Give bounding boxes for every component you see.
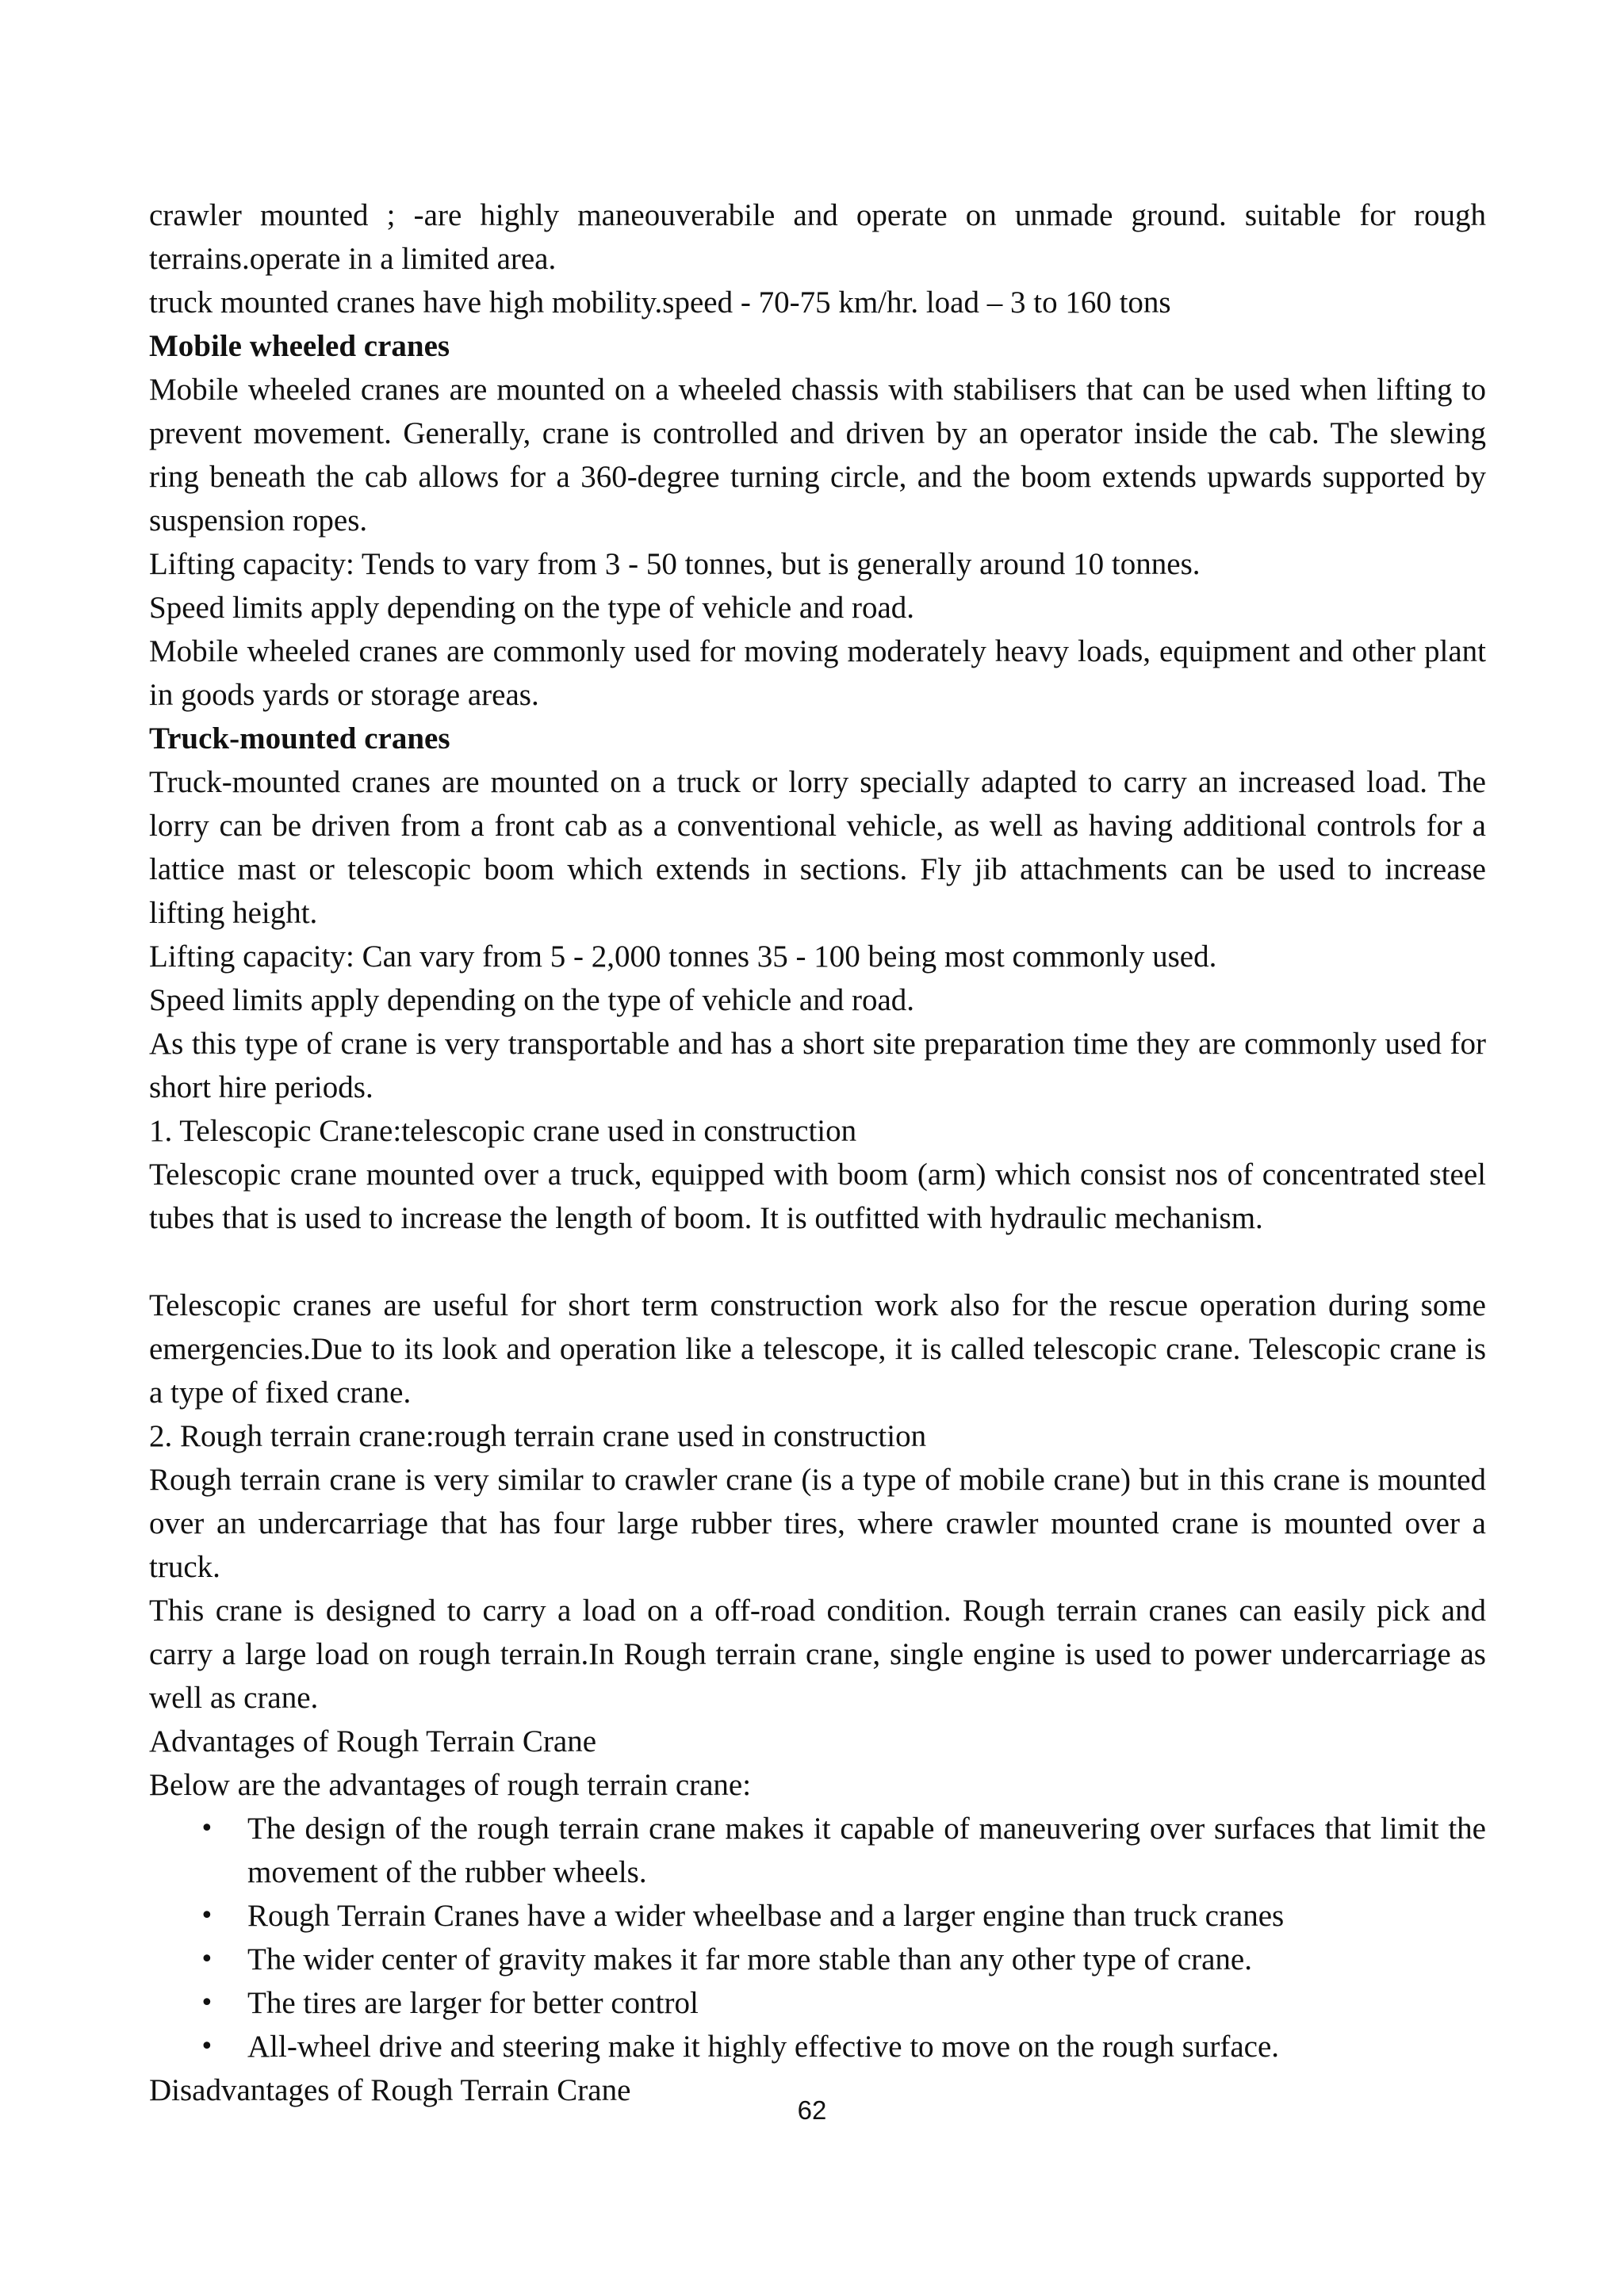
paragraph: Rough terrain crane is very similar to crawler crane (is a type of mobile crane) but in this crane is mounted over an undercarriage that has four large rubber tires, where crawler mounted crane is mounted over a truck.	[149, 1463, 1486, 1584]
bullet-icon: •	[200, 1989, 214, 2017]
paragraph: Mobile wheeled cranes are mounted on a wheeled chassis with stabilisers that can be used when lifting to prevent movement. Generally, crane is controlled and driven by an operator inside the cab. The slewing ring beneath the cab allows for a 360-degree turning circle, and the boom extends upwards supported by suspension ropes.	[149, 373, 1486, 538]
paragraph: Lifting capacity: Tends to vary from 3 - 50 tonnes, but is generally around 10 tonnes.	[149, 547, 1201, 581]
list-item	[200, 1981, 1486, 2025]
paragraph: 2. Rough terrain crane:rough terrain crane used in construction	[149, 1419, 927, 1453]
list-item-text: Rough Terrain Cranes have a wider wheelbase and a larger engine than truck cranes	[247, 1899, 1285, 1933]
paragraph-spacer	[149, 1240, 1486, 1284]
paragraph: Disadvantages of Rough Terrain Crane	[149, 2073, 631, 2107]
bullet-list	[149, 1807, 1486, 2068]
list-item-text: The design of the rough terrain crane makes it capable of maneuvering over surfaces that limit the movement of the rubber wheels.	[247, 1812, 1486, 1889]
list-item	[200, 2025, 1486, 2068]
bullet-icon: •	[200, 1902, 214, 1930]
section-heading: Truck-mounted cranes	[149, 721, 450, 756]
paragraph: This crane is designed to carry a load on a off-road condition. Rough terrain cranes can easily pick and carry a large load on rough terrain.In Rough terrain crane, single engine is used to power undercarriage as well as crane.	[149, 1594, 1486, 1715]
paragraph: Truck-mounted cranes are mounted on a truck or lorry specially adapted to carry an increased load. The lorry can be driven from a front cab as a conventional vehicle, as well as having additional controls for a lattice mast or telescopic boom which extends in sections. Fly jib attachments can be used to increase lifting height.	[149, 765, 1486, 930]
paragraph: 1. Telescopic Crane:telescopic crane used in construction	[149, 1114, 857, 1148]
page-number: 62	[797, 2095, 827, 2125]
page-body	[149, 193, 1486, 2112]
paragraph: As this type of crane is very transportable and has a short site preparation time they are commonly used for short hire periods.	[149, 1027, 1486, 1104]
bullet-icon: •	[200, 1815, 214, 1843]
paragraph: Mobile wheeled cranes are commonly used for moving moderately heavy loads, equipment and other plant in goods yards or storage areas.	[149, 634, 1486, 712]
list-item	[200, 1807, 1486, 1894]
paragraph: Telescopic crane mounted over a truck, equipped with boom (arm) which consist nos of concentrated steel tubes that is used to increase the length of boom. It is outfitted with hydraulic mechanism.	[149, 1158, 1486, 1235]
paragraph: crawler mounted ; -are highly maneouverabile and operate on unmade ground. suitable for rough terrains.operate in a limited area.	[149, 198, 1486, 276]
list-item-text: The tires are larger for better control	[247, 1986, 699, 2020]
list-item	[200, 1938, 1486, 1981]
bullet-icon: •	[200, 1946, 214, 1973]
list-item	[200, 1894, 1486, 1938]
section-heading: Mobile wheeled cranes	[149, 329, 450, 363]
paragraph: Lifting capacity: Can vary from 5 - 2,000 tonnes 35 - 100 being most commonly used.	[149, 939, 1217, 974]
paragraph: Telescopic cranes are useful for short term construction work also for the rescue operation during some emergencies.Due to its look and operation like a telescope, it is called telescopic crane. Telescopic crane is a type of fixed crane.	[149, 1288, 1486, 1410]
list-item-text: All-wheel drive and steering make it highly effective to move on the rough surface.	[247, 2030, 1280, 2064]
paragraph: Below are the advantages of rough terrain crane:	[149, 1768, 752, 1802]
list-item-text: The wider center of gravity makes it far more stable than any other type of crane.	[247, 1942, 1252, 1976]
paragraph: Advantages of Rough Terrain Crane	[149, 1724, 597, 1758]
paragraph: Speed limits apply depending on the type of vehicle and road.	[149, 591, 915, 625]
bullet-icon: •	[200, 2033, 214, 2061]
paragraph: Speed limits apply depending on the type of vehicle and road.	[149, 983, 915, 1017]
paragraph: truck mounted cranes have high mobility.speed - 70-75 km/hr. load – 3 to 160 tons	[149, 285, 1171, 320]
